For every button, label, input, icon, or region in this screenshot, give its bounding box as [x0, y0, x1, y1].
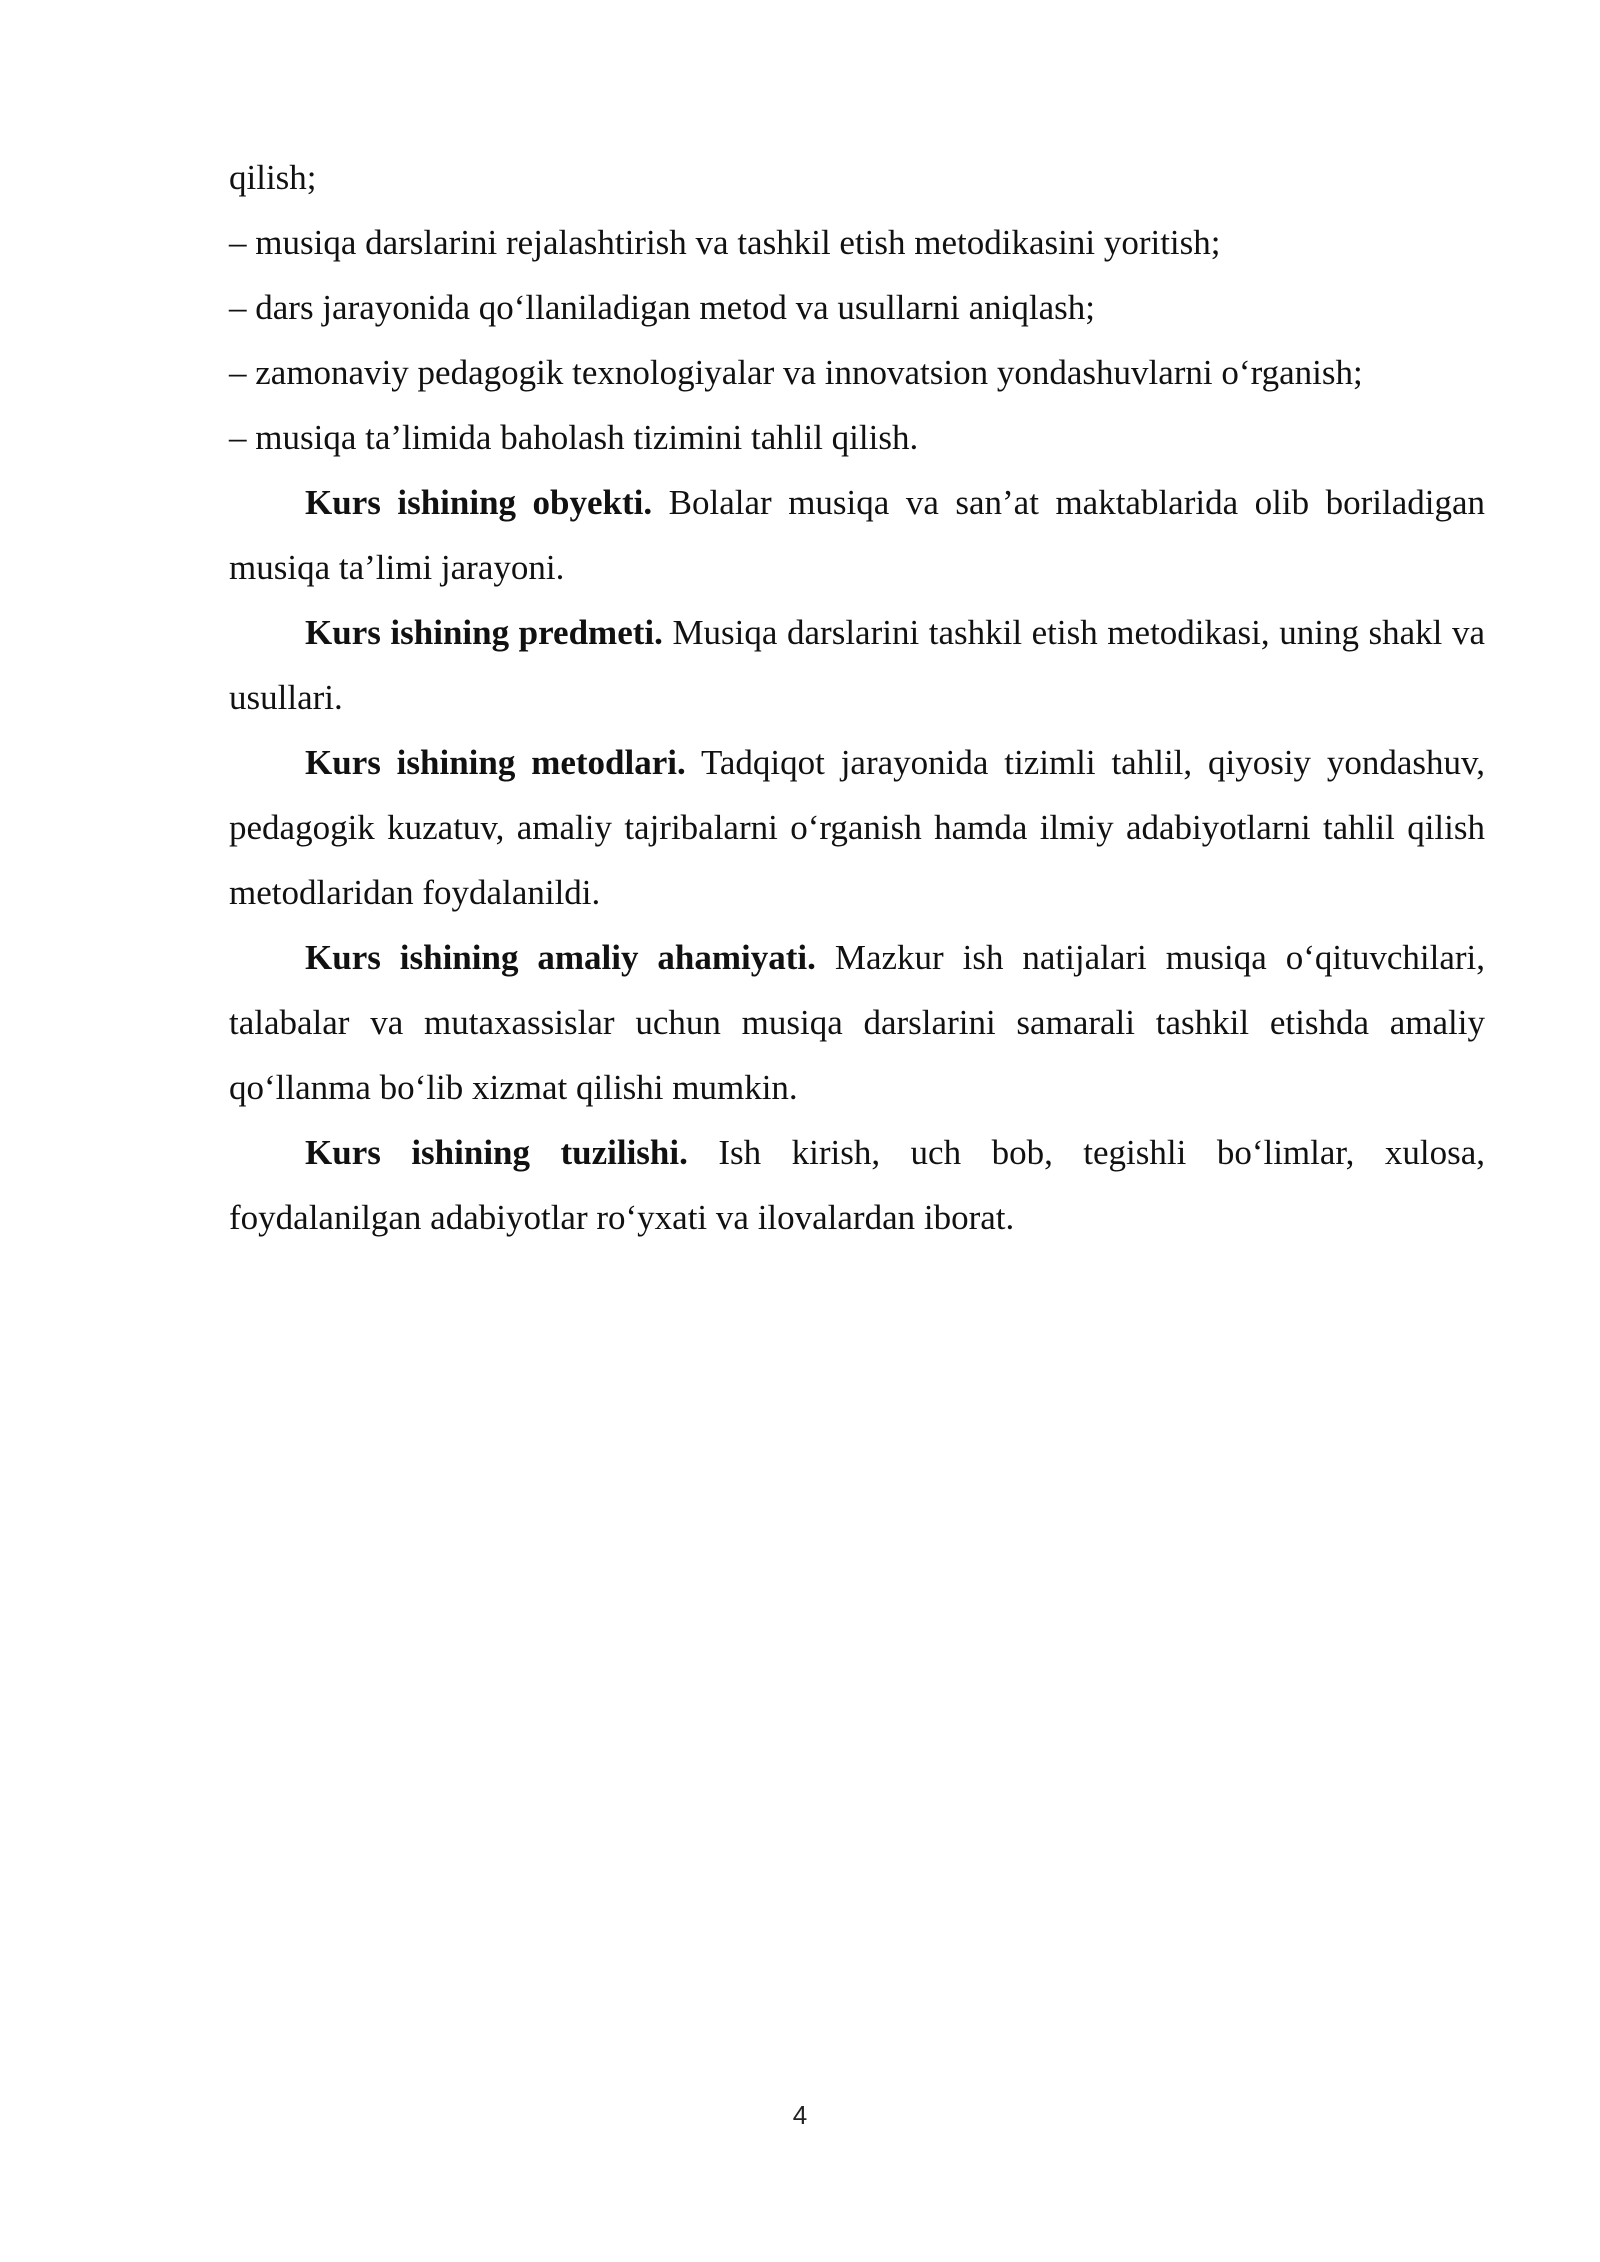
- paragraph-subject: [229, 600, 1485, 730]
- list-continuation: qilish;: [229, 158, 317, 197]
- paragraph-methods: [229, 730, 1485, 925]
- page-body: [229, 145, 1485, 1250]
- task-list-item: – musiqa ta’limida baholash tizimini tahlil qilish.: [229, 418, 919, 457]
- paragraph-heading: Kurs ishining metodlari.: [305, 743, 686, 782]
- paragraph-practical-significance: [229, 925, 1485, 1120]
- paragraph-structure: [229, 1120, 1485, 1250]
- paragraph-heading: Kurs ishining predmeti.: [305, 613, 663, 652]
- paragraph-text: Ish kirish, uch bob, tegishli bo‘limlar, xulosa, foydalanilgan adabiyotlar ro‘yxati va ilovalardan iborat.: [229, 1133, 1486, 1237]
- paragraph-object: [229, 470, 1485, 600]
- paragraph-heading: Kurs ishining obyekti.: [305, 483, 653, 522]
- paragraph-text: Bolalar musiqa va san’at maktablarida olib boriladigan musiqa ta’limi jarayoni.: [229, 483, 1485, 587]
- paragraph-heading: Kurs ishining amaliy ahamiyati.: [305, 938, 816, 977]
- task-list-item: – zamonaviy pedagogik texnologiyalar va innovatsion yondashuvlarni o‘rganish;: [229, 353, 1363, 392]
- paragraph-heading: Kurs ishining tuzilishi.: [305, 1133, 688, 1172]
- page-number: 4: [792, 2100, 808, 2130]
- task-list-item: – dars jarayonida qo‘llaniladigan metod va usullarni aniqlash;: [229, 288, 1096, 327]
- paragraph-text: Mazkur ish natijalari musiqa o‘qituvchilari, talabalar va mutaxassislar uchun musiqa darslarini samarali tashkil etishda amaliy qo‘llanma bo‘lib xizmat qilishi mumkin.: [229, 938, 1485, 1107]
- paragraph-text: Musiqa darslarini tashkil etish metodikasi, uning shakl va usullari.: [229, 613, 1485, 717]
- task-list-item: – musiqa darslarini rejalashtirish va tashkil etish metodikasini yoritish;: [229, 223, 1221, 262]
- paragraph-text: Tadqiqot jarayonida tizimli tahlil, qiyosiy yondashuv, pedagogik kuzatuv, amaliy tajribalarni o‘rganish hamda ilmiy adabiyotlarni tahlil qilish metodlaridan foydalanildi.: [229, 743, 1486, 912]
